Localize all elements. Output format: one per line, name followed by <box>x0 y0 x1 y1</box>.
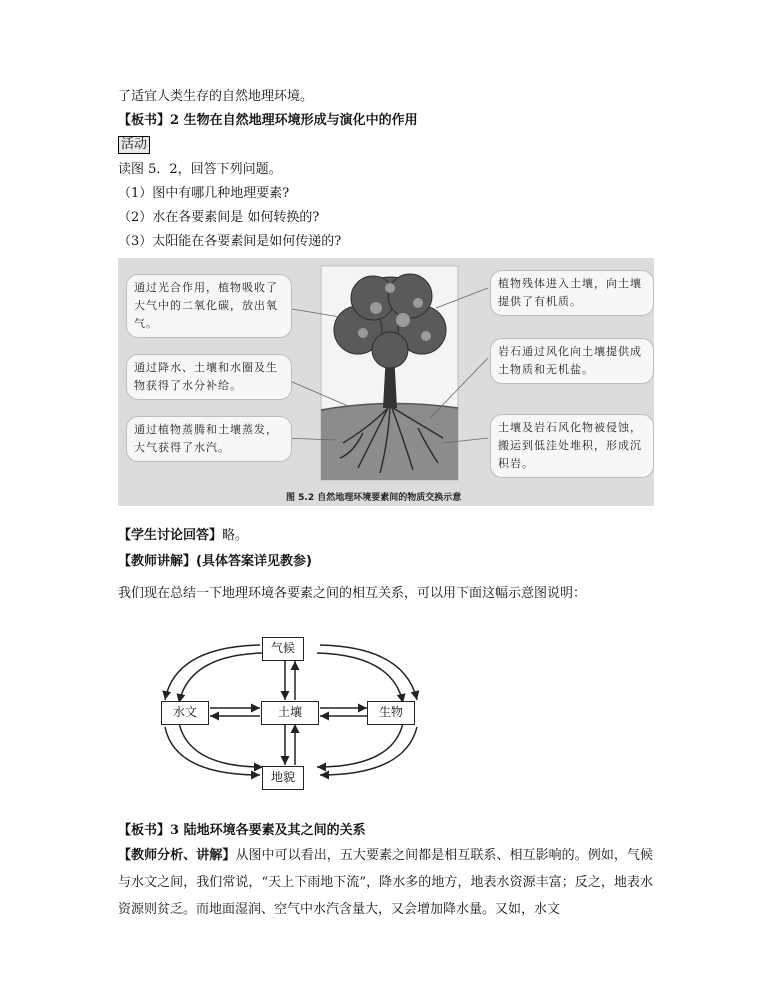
bubble-transpiration: 通过植物蒸腾和土壤蒸发，大气获得了水汽。 <box>126 416 292 462</box>
summary-line: 我们现在总结一下地理环境各要素之间的相互关系，可以用下面这幅示意图说明： <box>118 586 587 601</box>
board-heading-3: 【板书】3 陆地环境各要素及其之间的关系 <box>118 823 366 838</box>
bubble-plant-remains: 植物残体进入土壤，向土壤提供了有机质。 <box>490 270 654 316</box>
element-relationship-diagram <box>155 625 425 795</box>
node-biology: 生物 <box>367 701 415 725</box>
figure-5-2 <box>118 258 654 506</box>
node-climate: 气候 <box>262 637 304 661</box>
node-hydrology: 水文 <box>161 701 209 725</box>
analysis-paragraph: 【教师分析、讲解】从图中可以看出，五大要素之间都是相互联系、相互影响的。例如，气候与水文之间，我们常说，“天上下雨地下流”，降水多的地方，地表水资源丰富；反之，地表水资源则贫乏。而地面湿润、空气中水汽含量大，又会增加降水量。又如，水文 <box>118 848 653 917</box>
board-heading-2: 【板书】2 生物在自然地理环境形成与演化中的作用 <box>118 113 418 128</box>
question-2: （2）水在各要素间是 如何转换的? <box>118 210 320 225</box>
question-1: （1）图中有哪几种地理要素? <box>118 186 290 201</box>
activity-label: 活动 <box>118 136 150 154</box>
teacher-explanation: 【教师讲解】(具体答案详见教参) <box>118 554 312 569</box>
question-3: （3）太阳能在各要素间是如何传递的? <box>118 234 342 249</box>
bubble-sedimentation: 土壤及岩石风化物被侵蚀，搬运到低洼处堆积，形成沉积岩。 <box>490 414 654 478</box>
student-discussion: 【学生讨论回答】略。 <box>118 528 249 543</box>
bubble-weathering: 岩石通过风化向土壤提供成土物质和无机盐。 <box>490 338 654 384</box>
figure-5-2-caption: 图 5.2 自然地理环境要素间的物质交换示意 <box>286 493 462 503</box>
read-instruction: 读图 5．2，回答下列问题。 <box>118 162 282 177</box>
node-landform: 地貌 <box>262 766 304 790</box>
node-soil: 土壤 <box>261 701 319 725</box>
bubble-photosynthesis: 通过光合作用，植物吸收了大气中的二氧化碳，放出氧气。 <box>126 274 292 338</box>
bubble-water-supply: 通过降水、土壤和水圈及生物获得了水分补给。 <box>126 354 292 400</box>
text-line-1: 了适宜人类生存的自然地理环境。 <box>118 89 314 104</box>
